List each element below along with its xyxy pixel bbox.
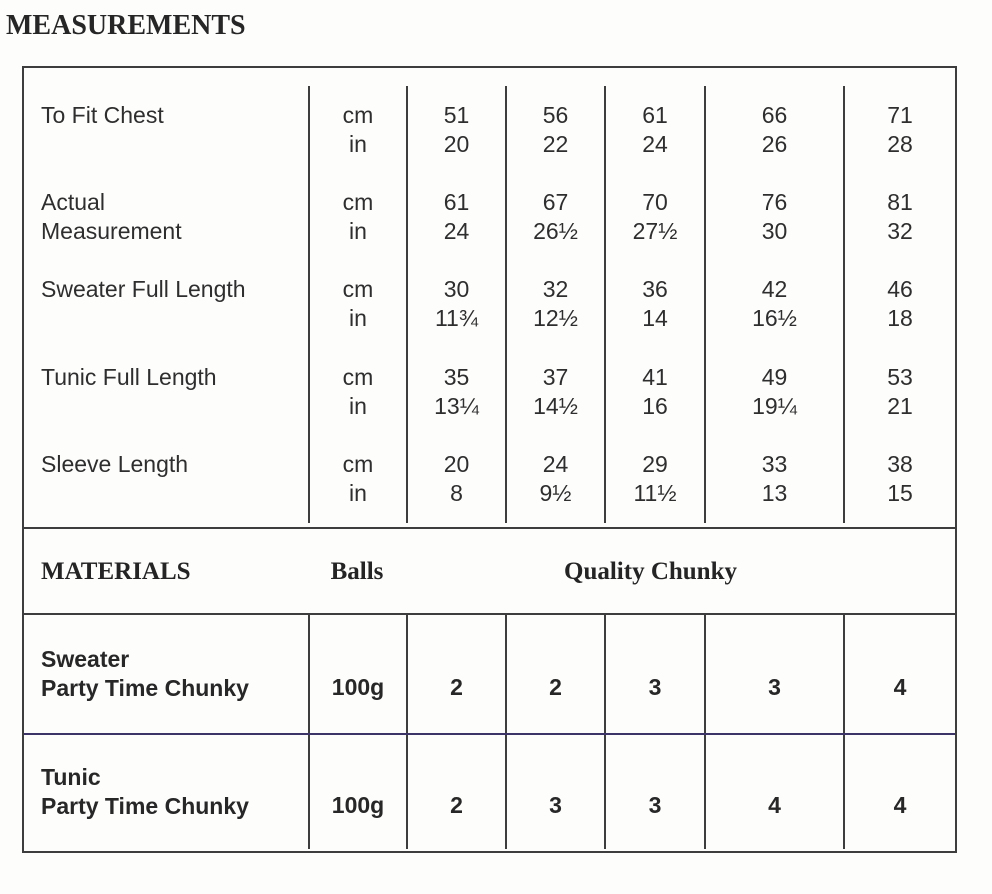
in-value: 14½ — [533, 392, 578, 419]
cm-value: 41 — [642, 363, 668, 390]
balls-count-cell: 3 — [604, 735, 704, 849]
unit-cell — [308, 86, 406, 173]
size-value-cell — [843, 261, 955, 348]
material-yarn: Party Time Chunky — [41, 675, 249, 701]
unit-cm: cm — [342, 451, 374, 478]
size-value-cell — [505, 261, 604, 348]
cm-value: 38 — [887, 451, 913, 478]
measurement-label — [24, 436, 308, 523]
measurement-label — [24, 173, 308, 260]
unit-cell — [308, 173, 406, 260]
cm-value: 61 — [642, 101, 668, 128]
material-name: Tunic — [41, 764, 101, 790]
unit-in: in — [349, 480, 367, 507]
cm-value: 81 — [887, 189, 913, 216]
in-value: 12½ — [533, 305, 578, 332]
in-value: 9½ — [539, 480, 572, 507]
unit-cm: cm — [342, 363, 374, 390]
balls-heading: Balls — [330, 557, 384, 585]
material-row-sweater — [24, 615, 955, 735]
measurement-label-line1: Sweater Full Length — [41, 276, 246, 303]
measurements-section — [24, 68, 955, 529]
cm-value: 36 — [642, 276, 668, 303]
in-value: 22 — [542, 130, 569, 157]
cm-value: 35 — [443, 363, 470, 390]
cm-value: 51 — [443, 101, 470, 128]
materials-header-row — [24, 529, 955, 615]
size-value-cell — [505, 436, 604, 523]
in-value: 30 — [761, 218, 788, 245]
cm-value: 67 — [542, 189, 569, 216]
cm-value: 33 — [761, 451, 788, 478]
cm-value: 42 — [761, 276, 788, 303]
measurement-label-line1: Actual — [41, 189, 105, 216]
size-value-cell — [704, 86, 843, 173]
balls-count-cell: 2 — [505, 615, 604, 733]
unit-in: in — [349, 130, 367, 157]
unit-cm: cm — [342, 101, 374, 128]
in-value: 28 — [887, 130, 913, 157]
in-value: 11¾ — [434, 305, 479, 332]
cm-value: 53 — [887, 363, 913, 390]
cm-value: 24 — [542, 451, 569, 478]
balls-count-cell: 4 — [843, 615, 955, 733]
size-value-cell — [704, 261, 843, 348]
in-value: 19¼ — [752, 392, 797, 419]
in-value: 16 — [642, 392, 668, 419]
in-value: 16½ — [752, 305, 797, 332]
size-value-cell — [604, 86, 704, 173]
cm-value: 76 — [761, 189, 788, 216]
unit-in: in — [349, 392, 367, 419]
measurement-label-line2: Measurement — [41, 218, 182, 245]
size-value-cell — [505, 348, 604, 435]
material-row-tunic — [24, 735, 955, 849]
cm-value: 29 — [642, 451, 668, 478]
in-value: 14 — [642, 305, 668, 332]
in-value: 13¼ — [434, 392, 479, 419]
in-value: 32 — [887, 218, 913, 245]
size-value-cell — [406, 86, 505, 173]
size-value-cell — [704, 348, 843, 435]
material-label — [24, 615, 308, 733]
size-value-cell — [604, 348, 704, 435]
cm-value: 49 — [761, 363, 788, 390]
size-value-cell — [406, 348, 505, 435]
measurement-label — [24, 86, 308, 173]
cm-value: 46 — [887, 276, 913, 303]
cm-value: 30 — [443, 276, 470, 303]
cm-value: 66 — [761, 101, 788, 128]
measurements-table — [22, 66, 957, 853]
balls-count-cell: 3 — [505, 735, 604, 849]
size-value-cell — [406, 436, 505, 523]
balls-count-cell: 4 — [843, 735, 955, 849]
unit-cell — [308, 348, 406, 435]
unit-in: in — [349, 218, 367, 245]
size-value-cell — [604, 261, 704, 348]
size-value-cell — [843, 436, 955, 523]
in-value: 18 — [887, 305, 913, 332]
unit-in: in — [349, 305, 367, 332]
measurement-label — [24, 261, 308, 348]
cm-value: 70 — [642, 189, 668, 216]
unit-cm: cm — [342, 189, 374, 216]
cm-value: 32 — [542, 276, 569, 303]
cm-value: 20 — [443, 451, 470, 478]
unit-cell — [308, 261, 406, 348]
size-value-cell — [406, 261, 505, 348]
material-yarn: Party Time Chunky — [41, 793, 249, 819]
cm-value: 61 — [443, 189, 470, 216]
in-value: 21 — [887, 392, 913, 419]
unit-cell — [308, 436, 406, 523]
in-value: 27½ — [632, 218, 678, 245]
in-value: 26 — [761, 130, 788, 157]
measurement-label — [24, 348, 308, 435]
page-title: MEASUREMENTS — [6, 10, 246, 41]
size-value-cell — [704, 173, 843, 260]
cm-value: 71 — [887, 101, 913, 128]
measurement-label-line1: Tunic Full Length — [41, 363, 217, 390]
balls-count-cell: 3 — [704, 615, 843, 733]
size-value-cell — [406, 173, 505, 260]
cm-value: 56 — [542, 101, 569, 128]
size-value-cell — [843, 173, 955, 260]
size-value-cell — [843, 348, 955, 435]
size-value-cell — [505, 86, 604, 173]
size-value-cell — [704, 436, 843, 523]
measurement-label-line1: To Fit Chest — [41, 101, 164, 128]
in-value: 15 — [887, 480, 913, 507]
size-value-cell — [604, 436, 704, 523]
cm-value: 37 — [542, 363, 569, 390]
materials-heading: MATERIALS — [41, 557, 191, 585]
size-value-cell — [505, 173, 604, 260]
in-value: 20 — [443, 130, 470, 157]
measurement-label-line1: Sleeve Length — [41, 451, 189, 478]
in-value: 8 — [450, 480, 463, 507]
balls-count-cell: 2 — [406, 615, 505, 733]
quality-heading-text: Quality Chunky — [564, 557, 737, 585]
in-value: 26½ — [533, 218, 578, 245]
ball-weight-cell: 100g — [308, 615, 406, 733]
quality-heading — [406, 529, 955, 613]
in-value: 24 — [642, 130, 668, 157]
balls-count-cell: 2 — [406, 735, 505, 849]
ball-weight-cell: 100g — [308, 735, 406, 849]
size-value-cell — [604, 173, 704, 260]
material-label — [24, 735, 308, 849]
in-value: 11½ — [633, 480, 677, 507]
in-value: 13 — [761, 480, 788, 507]
size-value-cell — [843, 86, 955, 173]
unit-cm: cm — [342, 276, 374, 303]
balls-count-cell: 4 — [704, 735, 843, 849]
balls-count-cell: 3 — [604, 615, 704, 733]
in-value: 24 — [443, 218, 470, 245]
material-name: Sweater — [41, 646, 130, 672]
